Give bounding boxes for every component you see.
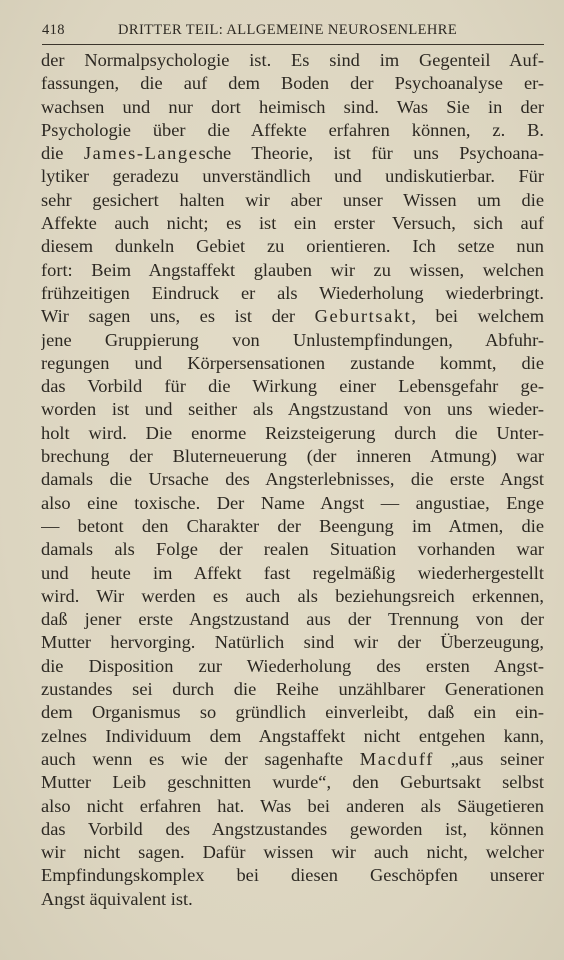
text-line [41,468,544,491]
text-segment: zustandes sei durch die Reihe unzählbarer Generationen [41,679,544,700]
text-line [41,585,544,608]
text-line [41,165,544,188]
text-line [41,841,544,864]
text-segment: Wir sagen uns, es ist der [41,306,315,327]
text-line [41,259,544,282]
text-line [41,538,544,561]
spaced-emphasis: Geburtsakt [314,306,412,327]
text-line [41,72,544,95]
text-segment: damals als Folge der realen Situation vorhanden war [41,539,544,560]
text-segment: Empfindungskomplex bei diesen Geschöpfen unserer [41,865,544,886]
text-segment: Psychologie über die Affekte erfahren können, z. B. [41,119,544,140]
text-segment: das Vorbild des Angstzustandes geworden ist, können [41,818,544,839]
text-segment: damals die Ursache des Angsterlebnisses, die erste Angst [41,469,544,490]
text-line [41,189,544,212]
page-number: 418 [42,22,65,38]
text-line [41,608,544,631]
text-segment: dem Organismus so gründlich einverleibt, daß ein ein- [41,702,544,723]
text-line [41,725,544,748]
text-line [41,795,544,818]
text-segment: das Vorbild für die Wirkung einer Lebensgefahr ge- [41,376,544,397]
text-segment: die [41,143,84,164]
text-segment: also nicht erfahren hat. Was bei anderen als Säugetieren [41,795,544,816]
text-segment: fassungen, die auf dem Boden der Psychoanalyse er- [41,73,544,94]
text-segment: frühzeitigen Eindruck er als Wiederholung wiederbringt. [41,282,544,303]
text-line [41,235,544,258]
text-segment: der Normalpsychologie ist. Es sind im Gegenteil Auf- [41,50,544,70]
text-line [41,515,544,538]
text-segment: — betont den Charakter der Beengung im Atmen, die [41,515,544,536]
text-segment: regungen und Körpersensationen zustande kommt, die [41,352,544,373]
text-segment: , bei welchem [411,306,544,327]
text-line [41,771,544,794]
text-segment: also eine toxische. Der Name Angst — angustiae, Enge [41,492,544,513]
text-line [41,631,544,654]
text-segment: diesem dunkeln Gebiet zu orientieren. Ich setze nun [41,236,544,257]
text-line [41,701,544,724]
text-segment: und heute im Affekt fast regelmäßig wiederhergestellt [41,562,544,583]
spaced-emphasis: James-Lange [83,143,199,164]
text-segment: worden ist und seither als Angstzustand von uns wieder- [41,399,544,420]
text-line [41,305,544,328]
text-segment: Mutter hervorging. Natürlich sind wir der Überzeugung, [41,632,544,653]
text-segment: brechung der Bluterneuerung (der inneren Atmung) war [41,446,544,467]
text-segment: zelnes Individuum dem Angstaffekt nicht entgehen kann, [41,725,544,746]
text-line [41,212,544,235]
text-segment: holt wird. Die enorme Reizsteigerung durch die Unter- [41,422,544,443]
text-segment: Angst äquivalent ist. [41,888,193,909]
text-line [41,445,544,468]
text-line [41,492,544,515]
text-line [41,398,544,421]
text-line [41,678,544,701]
text-line [41,352,544,375]
text-segment: jene Gruppierung von Unlustempfindungen, Abfuhr- [41,329,544,350]
running-head [42,20,544,45]
text-line [41,119,544,142]
spaced-emphasis: Macduff [359,748,434,769]
text-line [41,142,544,165]
text-segment: sche Theorie, ist für uns Psychoana- [198,143,544,164]
text-segment: wird. Wir werden es auch als beziehungsreich erkennen, [41,585,544,606]
text-segment: auch wenn es wie der sagenhafte [41,748,360,769]
text-line [41,655,544,678]
text-segment: lytiker geradezu unverständlich und undiskutierbar. Für [41,166,544,187]
text-segment: wir nicht sagen. Dafür wissen wir auch nicht, welcher [41,842,544,863]
text-segment: die Disposition zur Wiederholung des ersten Angst- [41,655,544,676]
text-line [41,818,544,841]
text-line [41,748,544,771]
text-line [41,562,544,585]
text-line [41,96,544,119]
text-line [41,375,544,398]
text-segment: Affekte auch nicht; es ist ein erster Versuch, sich auf [41,213,544,234]
body-text [41,49,544,911]
text-line [41,49,544,72]
text-segment: fort: Beim Angstaffekt glauben wir zu wissen, welchen [41,259,544,280]
text-line [41,329,544,352]
text-segment: sehr gesichert halten wir aber unser Wissen um die [41,189,544,210]
text-line [41,888,544,911]
running-head-title: DRITTER TEIL: ALLGEMEINE NEUROSENLEHRE [118,22,458,38]
text-segment: Mutter Leib geschnitten wurde“, den Geburtsakt selbst [41,772,544,793]
text-segment: daß jener erste Angstzustand aus der Trennung von der [41,609,544,630]
text-segment: „aus seiner [433,748,544,769]
text-line [41,282,544,305]
text-segment: wachsen und nur dort heimisch sind. Was Sie in der [41,96,544,117]
text-line [41,864,544,887]
text-line [41,422,544,445]
